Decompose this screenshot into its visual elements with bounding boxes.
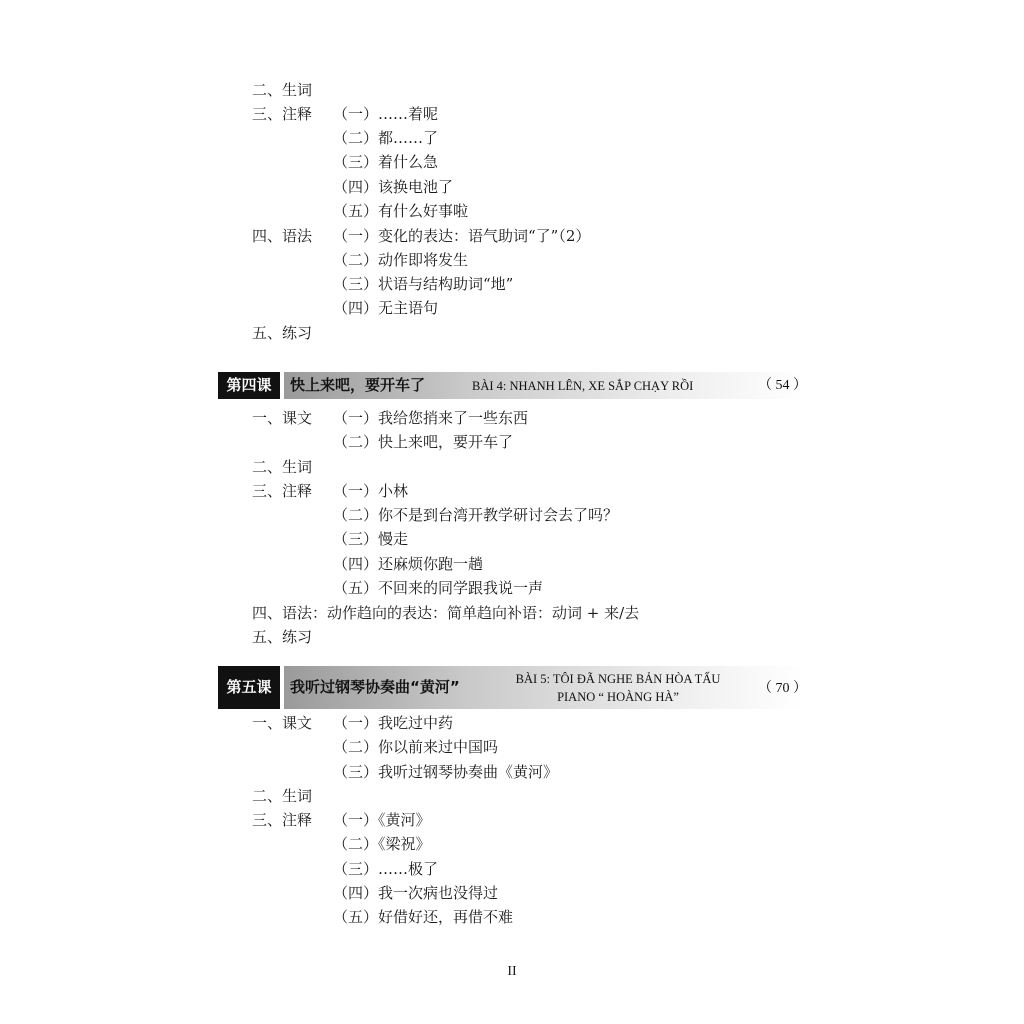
list-item: （四）无主语句 bbox=[333, 299, 439, 317]
page-number: （ 70 ） bbox=[758, 681, 807, 696]
section-notes-label: 三、注释 bbox=[252, 811, 313, 829]
lesson-number-badge: 第五课 bbox=[218, 666, 280, 709]
list-item: （三）着什么急 bbox=[333, 153, 439, 171]
section-exercise: 五、练习 bbox=[252, 324, 313, 342]
list-item: （一）小林 bbox=[333, 482, 409, 500]
list-item: （三）我听过钢琴协奏曲《黄河》 bbox=[333, 763, 559, 781]
section-notes-label: 三、注释 bbox=[252, 482, 313, 500]
list-item: （一）变化的表达：语气助词“了”（2） bbox=[333, 227, 591, 245]
page-number: （ 54 ） bbox=[758, 378, 807, 393]
section-exercise: 五、练习 bbox=[252, 628, 313, 646]
list-item: （四）我一次病也没得过 bbox=[333, 884, 499, 902]
page-footer-number: II bbox=[507, 964, 517, 979]
list-item: （四）该换电池了 bbox=[333, 178, 454, 196]
lesson-header bbox=[218, 666, 808, 709]
list-item: （二）快上来吧，要开车了 bbox=[333, 433, 514, 451]
list-item: （三）状语与结构助词“地” bbox=[333, 275, 514, 293]
section-grammar-label: 四、语法 bbox=[252, 227, 313, 245]
section-vocab: 二、生词 bbox=[252, 458, 313, 476]
section-text-label: 一、课文 bbox=[252, 409, 313, 427]
section-vocab: 二、生词 bbox=[252, 787, 313, 805]
list-item: （一）……着呢 bbox=[333, 105, 439, 123]
section-grammar: 四、语法：动作趋向的表达：简单趋向补语：动词 + 来/去 bbox=[252, 604, 640, 622]
lesson-title-vi: BÀI 4: NHANH LÊN, XE SẮP CHẠY RỒI bbox=[472, 379, 694, 393]
section-text-label: 一、课文 bbox=[252, 714, 313, 732]
lesson-title-vi bbox=[498, 670, 738, 706]
list-item: （五）不回来的同学跟我说一声 bbox=[333, 579, 544, 597]
lesson-title-vi-line1: BÀI 5: TÔI ĐÃ NGHE BẢN HÒA TẤU bbox=[515, 672, 721, 686]
list-item: （二）你不是到台湾开教学研讨会去了吗？ bbox=[333, 506, 619, 524]
lesson-number-badge: 第四课 bbox=[218, 372, 280, 399]
section-vocab: 二、生词 bbox=[252, 81, 313, 99]
list-item: （三）……极了 bbox=[333, 860, 439, 878]
list-item: （五）有什么好事啦 bbox=[333, 202, 469, 220]
section-notes-label: 三、注释 bbox=[252, 105, 313, 123]
list-item: （二）都……了 bbox=[333, 129, 439, 147]
list-item: （四）还麻烦你跑一趟 bbox=[333, 555, 484, 573]
lesson-title-zh: 我听过钢琴协奏曲“黄河” bbox=[290, 678, 460, 696]
lesson-header bbox=[218, 372, 808, 399]
list-item: （二）动作即将发生 bbox=[333, 251, 469, 269]
list-item: （一）我吃过中药 bbox=[333, 714, 454, 732]
list-item: （一）《黄河》 bbox=[333, 811, 431, 829]
list-item: （二）你以前来过中国吗 bbox=[333, 738, 499, 756]
list-item: （三）慢走 bbox=[333, 530, 409, 548]
list-item: （二）《梁祝》 bbox=[333, 835, 431, 853]
lesson-title-vi-line2: PIANO “ HOÀNG HÀ” bbox=[557, 690, 679, 704]
list-item: （一）我给您捎来了一些东西 bbox=[333, 409, 529, 427]
lesson-title-zh: 快上来吧，要开车了 bbox=[290, 376, 426, 394]
list-item: （五）好借好还，再借不难 bbox=[333, 908, 514, 926]
